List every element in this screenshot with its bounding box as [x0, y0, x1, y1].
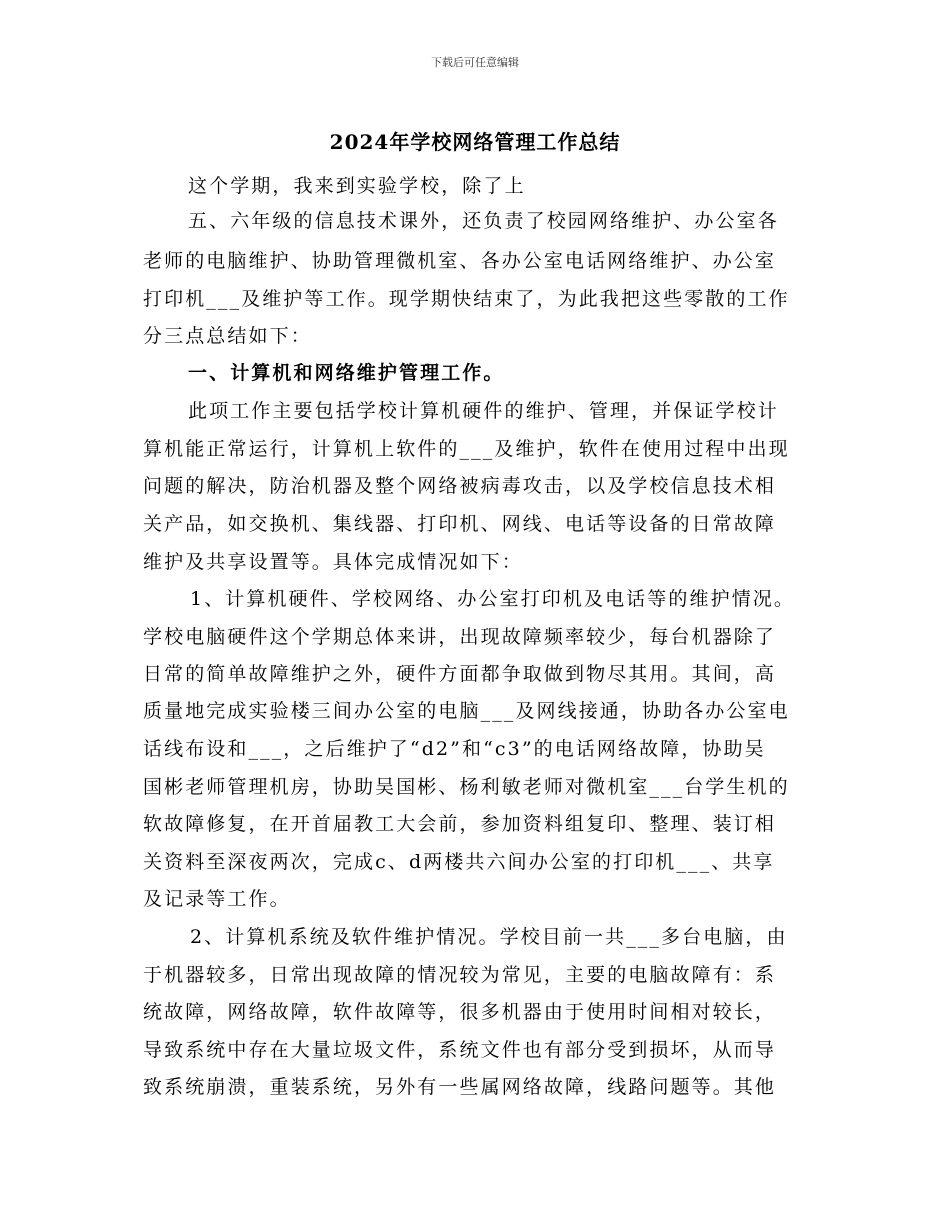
paragraph-line: 关资料至深夜两次，完成c、d两楼共六间办公室的打印机___、共享: [143, 851, 775, 873]
paragraph-line: 学校电脑硬件这个学期总体来讲，出现故障频率较少，每台机器除了: [143, 626, 777, 648]
paragraph-line: 老师的电脑维护、协助管理微机室、各办公室电话网络维护、办公室: [143, 250, 777, 272]
paragraph-line: 及记录等工作。: [143, 888, 291, 910]
paragraph-line: 于机器较多，日常出现故障的情况较为常见，主要的电脑故障有：系: [143, 964, 777, 986]
paragraph-line: 分三点总结如下：: [143, 325, 312, 347]
paragraph-line: 算机能正常运行，计算机上软件的___及维护，软件在使用过程中出现: [143, 438, 790, 460]
paragraph-line: 软故障修复，在开首届教工大会前，参加资料组复印、整理、装订相: [143, 813, 777, 835]
paragraph-line: 这个学期，我来到实验学校，除了上: [188, 175, 526, 197]
paragraph-line: 日常的简单故障维护之外，硬件方面都争取做到物尽其用。其间，高: [143, 663, 777, 685]
paragraph-line: 统故障，网络故障，软件故障等，很多机器由于使用时间相对较长，: [143, 1001, 777, 1023]
document-title: 2024年学校网络管理工作总结: [329, 130, 621, 154]
section-heading: 一、计算机和网络维护管理工作。: [188, 362, 505, 384]
paragraph-line: 话线布设和___，之后维护了“d2”和“c3”的电话网络故障，协助吴: [143, 738, 766, 760]
numbered-item-line: 1、计算机硬件、学校网络、办公室打印机及电话等的维护情况。: [190, 588, 795, 610]
paragraph-line: 质量地完成实验楼三间办公室的电脑___及网线接通，协助各办公室电: [143, 700, 790, 722]
paragraph-line: 关产品，如交换机、集线器、打印机、网线、电话等设备的日常故障: [143, 513, 777, 535]
paragraph-line: 维护及共享设置等。具体完成情况如下：: [143, 551, 523, 573]
paragraph-line: 五、六年级的信息技术课外，还负责了校园网络维护、办公室各: [188, 210, 779, 232]
page-header-note: 下载后可任意编辑: [431, 56, 519, 69]
paragraph-line: 问题的解决，防治机器及整个网络被病毒攻击，以及学校信息技术相: [143, 475, 777, 497]
paragraph-line: 此项工作主要包括学校计算机硬件的维护、管理，并保证学校计: [188, 400, 779, 422]
paragraph-line: 国彬老师管理机房，协助吴国彬、杨利敏老师对微机室___台学生机的: [143, 776, 790, 798]
paragraph-line: 打印机___及维护等工作。现学期快结束了，为此我把这些零散的工作: [143, 288, 790, 310]
numbered-item-line: 2、计算机系统及软件维护情况。学校目前一共___多台电脑，由: [190, 926, 788, 948]
paragraph-line: 导致系统中存在大量垃圾文件，系统文件也有部分受到损坏，从而导: [143, 1039, 777, 1061]
paragraph-line: 致系统崩溃，重装系统，另外有一些属网络故障，线路问题等。其他: [143, 1076, 777, 1098]
